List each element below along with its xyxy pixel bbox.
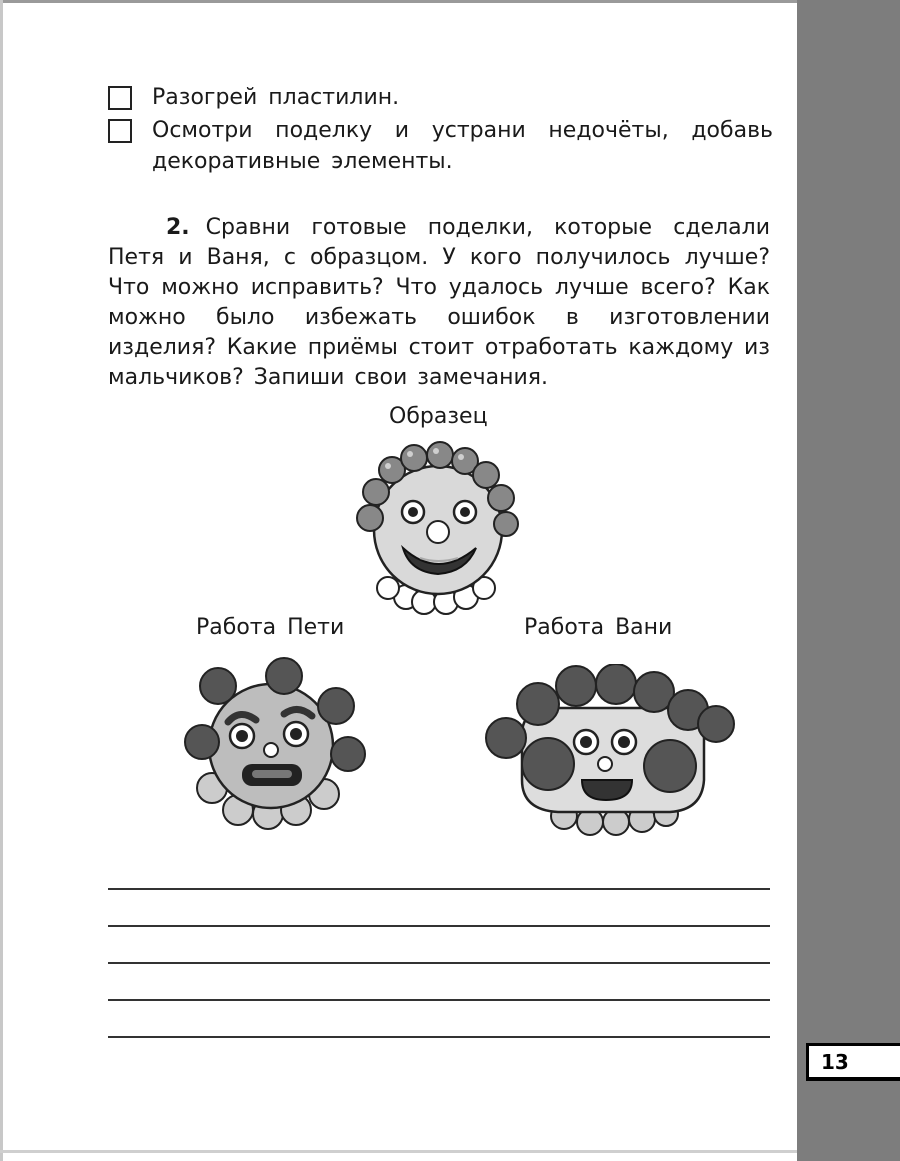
checklist-item-warm-clay [108, 82, 773, 113]
page-side-bar [797, 0, 900, 1161]
task-2 [108, 213, 770, 393]
task-text: Сравни готовые поделки, которые сделали Петя и Ваня, с образцом. У кого получилось лучше? Что можно исправить? Что удалось лучше всего? Как можно было избежать ошибок в изготовлении изделия? Какие приёмы стоит отработать каждому из мальчиков? Запиши свои замечания. [108, 215, 770, 390]
checklist-item-text: Разогрей пластилин. [152, 85, 400, 110]
answer-line[interactable] [108, 999, 770, 1001]
page-edge-left [0, 0, 3, 1161]
sample-clay-face-image [348, 440, 528, 615]
checklist-item-text: Осмотри поделку и устрани недочёты, добавь декоративные элементы. [152, 118, 773, 174]
caption-petya: Работа Пети [196, 615, 345, 640]
caption-vanya: Работа Вани [524, 615, 673, 640]
task-number: 2. [166, 215, 190, 240]
answer-line[interactable] [108, 888, 770, 890]
checkbox[interactable] [108, 86, 132, 110]
checklist-item-inspect [108, 115, 773, 177]
petya-clay-face-image [176, 654, 372, 836]
page-number: 13 [806, 1043, 900, 1081]
answer-line[interactable] [108, 1036, 770, 1038]
page-edge-bottom [0, 1150, 800, 1153]
page-edge-top [0, 0, 900, 3]
checkbox[interactable] [108, 119, 132, 143]
answer-line[interactable] [108, 925, 770, 927]
caption-sample: Образец [389, 404, 488, 429]
vanya-clay-face-image [482, 664, 738, 840]
answer-line[interactable] [108, 962, 770, 964]
